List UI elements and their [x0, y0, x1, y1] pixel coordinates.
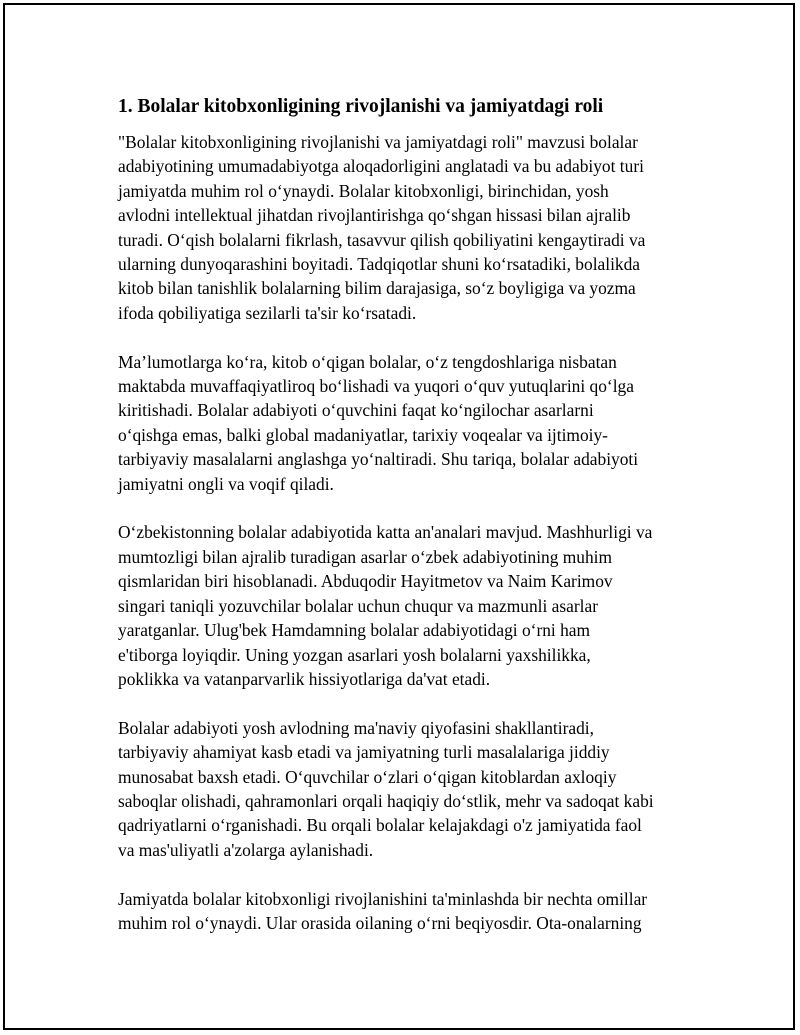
text-line: o‘qishga emas, balki global madaniyatlar, tarixiy voqealar va ijtimoiy-: [118, 424, 608, 445]
text-line: turadi. O‘qish bolalarni fikrlash, tasavvur qilish qobiliyatini kengaytiradi va: [118, 229, 646, 250]
text-line: munosabat baxsh etadi. O‘quvchilar o‘zlari o‘qigan kitoblardan axloqiy: [118, 766, 617, 787]
text-line: va mas'uliyatli a'zolarga aylanishadi.: [118, 839, 374, 860]
text-line: jamiyatda muhim rol o‘ynaydi. Bolalar kitobxonligi, birinchidan, yosh: [118, 180, 609, 201]
text-line: e'tiborga loyiqdir. Uning yozgan asarlari yosh bolalarni yaxshilikka,: [118, 644, 591, 665]
text-line: Bolalar adabiyoti yosh avlodning ma'naviy qiyofasini shakllantiradi,: [118, 717, 594, 738]
text-line: kitob bilan tanishlik bolalarning bilim darajasiga, so‘z boyligiga va yozma: [118, 278, 636, 299]
text-line: ifoda qobiliyatiga sezilarli ta'sir ko‘rsatadi.: [118, 302, 417, 323]
text-line: kiritishadi. Bolalar adabiyoti o‘quvchini faqat ko‘ngilochar asarlarni: [118, 400, 594, 421]
text-line: tarbiyaviy masalalarni anglashga yo‘naltiradi. Shu tariqa, bolalar adabiyoti: [118, 449, 639, 470]
text-line: Ma’lumotlarga ko‘ra, kitob o‘qigan bolalar, o‘z tengdoshlariga nisbatan: [118, 351, 617, 372]
text-line: avlodni intellektual jihatdan rivojlantirishga qo‘shgan hissasi bilan ajralib: [118, 205, 631, 226]
paragraph-5: [118, 887, 698, 936]
text-line: qadriyatlarni o‘rganishadi. Bu orqali bolalar kelajakdagi o'z jamiyatida faol: [118, 815, 642, 836]
text-line: adabiyotining umumadabiyotga aloqadorligini anglatadi va bu adabiyot turi: [118, 156, 644, 177]
text-line: jamiyatni ongli va voqif qiladi.: [118, 473, 334, 494]
text-line: yaratganlar. Ulug'bek Hamdamning bolalar adabiyotidagi o‘rni ham: [118, 620, 591, 641]
text-line: mumtozligi bilan ajralib turadigan asarlar o‘zbek adabiyotining muhim: [118, 546, 613, 567]
text-line: O‘zbekistonning bolalar adabiyotida katta an'analari mavjud. Mashhurligi va: [118, 522, 653, 543]
text-line: muhim rol o‘ynaydi. Ular orasida oilaning o‘rni beqiyosdir. Ota-onalarning: [118, 912, 642, 933]
paragraph-1: [118, 130, 698, 325]
section-heading: 1. Bolalar kitobxonligining rivojlanishi va jamiyatdagi roli: [118, 96, 604, 117]
paragraph-2: [118, 350, 698, 496]
text-line: qismlaridan biri hisoblanadi. Abduqodir Hayitmetov va Naim Karimov: [118, 571, 613, 592]
text-line: Jamiyatda bolalar kitobxonligi rivojlanishini ta'minlashda bir nechta omillar: [118, 888, 648, 909]
text-line: singari taniqli yozuvchilar bolalar uchun chuqur va mazmunli asarlar: [118, 595, 599, 616]
text-line: saboqlar olishadi, qahramonlari orqali haqiqiy do‘stlik, mehr va sadoqat kabi: [118, 790, 654, 811]
text-line: "Bolalar kitobxonligining rivojlanishi va jamiyatdagi roli" mavzusi bolalar: [118, 132, 638, 152]
text-line: ularning dunyoqarashini boyitadi. Tadqiqotlar shuni ko‘rsatadiki, bolalikda: [118, 254, 641, 275]
document-body: [118, 94, 698, 960]
paragraph-3: [118, 520, 698, 691]
text-line: maktabda muvaffaqiyatliroq bo‘lishadi va yuqori o‘quv yutuqlarini qo‘lga: [118, 376, 634, 397]
text-line: poklikka va vatanparvarlik hissiyotlariga da'vat etadi.: [118, 668, 491, 689]
paragraph-4: [118, 716, 698, 862]
text-line: tarbiyaviy ahamiyat kasb etadi va jamiyatning turli masalalariga jiddiy: [118, 742, 610, 763]
